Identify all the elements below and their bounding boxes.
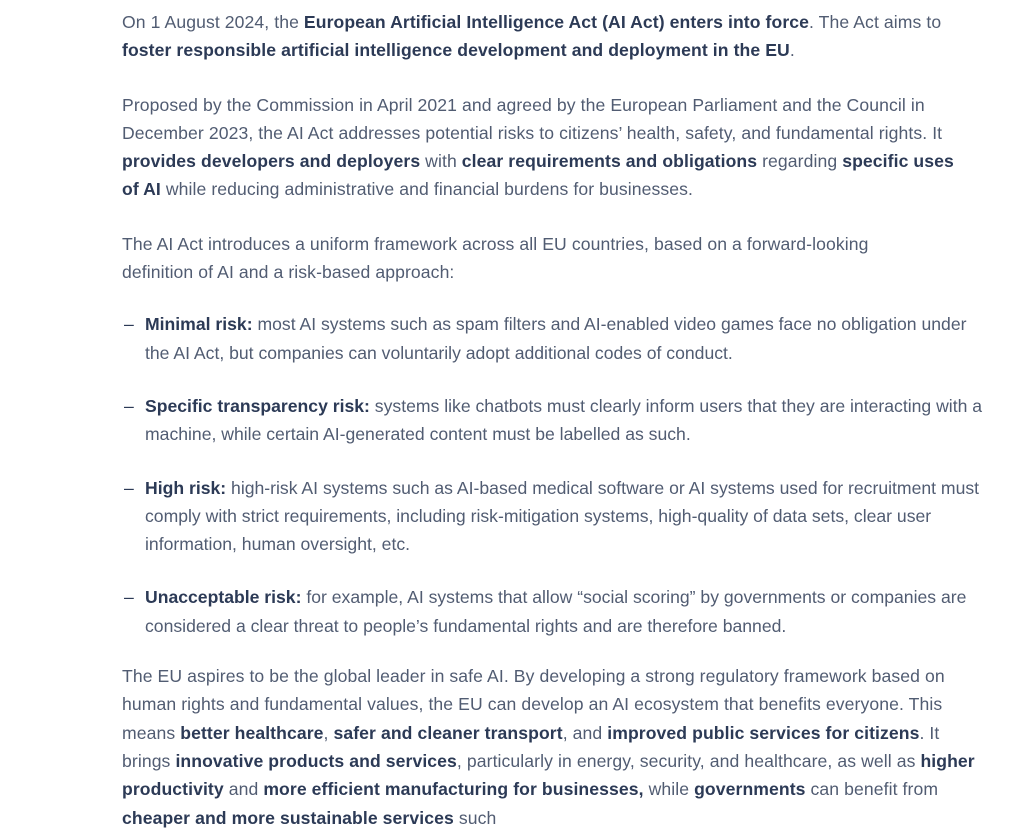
- body-text: while reducing administrative and financial burdens for businesses.: [160, 179, 694, 200]
- emphasized-text: clear requirements and obligations: [461, 151, 758, 172]
- emphasized-text: foster responsible artificial intelligence development and deployment in the EU: [122, 40, 790, 61]
- body-text: can benefit from: [805, 779, 939, 800]
- paragraph-proposed-by-commission: [122, 91, 974, 204]
- risk-description: systems like chatbots must clearly inform users that they are interacting with a machine, while certain AI-generated content must be labelled as such.: [145, 395, 983, 445]
- body-text: , and: [562, 722, 608, 743]
- body-text: ,: [323, 722, 334, 743]
- en-dash-bullet-icon: –: [124, 477, 134, 498]
- body-text: . The Act aims to: [809, 12, 942, 32]
- body-text: .: [789, 40, 795, 61]
- risk-description: most AI systems such as spam filters and AI-enabled video games face no obligation under the AI Act, but companies can voluntarily adopt additional codes of conduct.: [145, 314, 967, 363]
- emphasized-text: improved public services for citizens: [607, 722, 920, 743]
- emphasized-text: governments: [694, 779, 806, 800]
- emphasized-text: more efficient manufacturing for businesses,: [263, 779, 644, 800]
- risk-term-label: Minimal risk:: [145, 314, 253, 335]
- risk-category-list: [122, 310, 984, 640]
- risk-term-label: High risk:: [145, 477, 227, 498]
- emphasized-text: innovative products and services: [175, 750, 457, 771]
- paragraph-intro: [122, 8, 948, 65]
- emphasized-text: higher productivity: [122, 750, 975, 800]
- en-dash-bullet-icon: –: [124, 395, 134, 416]
- risk-list-item: [122, 392, 984, 449]
- risk-description: for example, AI systems that allow “social scoring” by governments or companies are considered a clear threat to people’s fundamental rights and are therefore banned.: [145, 587, 967, 636]
- risk-term-label: Specific transparency risk:: [145, 395, 370, 416]
- paragraph-closing: [122, 662, 978, 832]
- body-text: , particularly in energy, security, and healthcare, as well as: [456, 750, 921, 771]
- en-dash-bullet-icon: –: [124, 587, 134, 608]
- risk-description: high-risk AI systems such as AI-based medical software or AI systems used for recruitment must comply with strict requirements, including risk-mitigation systems, high-quality of data sets, clear user information, human oversight, etc.: [145, 477, 980, 555]
- en-dash-bullet-icon: –: [124, 314, 134, 335]
- body-text: The AI Act introduces a uniform framework across all EU countries, based on a forward-looking definition of AI and a risk-based approach:: [122, 233, 869, 283]
- emphasized-text: European Artificial Intelligence Act (AI Act) enters into force: [303, 12, 810, 32]
- risk-list-item: [122, 583, 984, 640]
- body-text: Proposed by the Commission in April 2021 and agreed by the European Parliament and the Council in December 2023, the AI Act addresses potential risks to citizens’ health, safety, and fundamental rights. It: [122, 94, 943, 143]
- body-text: such: [453, 807, 497, 828]
- emphasized-text: specific uses of AI: [122, 151, 954, 200]
- body-text: and: [223, 779, 264, 800]
- risk-list-item: [122, 474, 984, 559]
- body-text: . It brings: [122, 722, 940, 771]
- emphasized-text: better healthcare: [180, 722, 324, 743]
- risk-list-item: [122, 310, 984, 367]
- body-text: regarding: [757, 151, 843, 172]
- emphasized-text: provides developers and deployers: [122, 151, 421, 172]
- risk-term-label: Unacceptable risk:: [145, 587, 302, 608]
- emphasized-text: cheaper and more sustainable services: [122, 807, 454, 828]
- body-text: with: [420, 151, 462, 172]
- body-text: On 1 August 2024, the: [122, 12, 304, 32]
- emphasized-text: safer and cleaner transport: [333, 722, 563, 743]
- body-text: while: [643, 779, 695, 800]
- paragraph-uniform-framework: [122, 230, 942, 287]
- body-text: The EU aspires to be the global leader in safe AI. By developing a strong regulatory framework based on human rights and fundamental values, the EU can develop an AI ecosystem that benefits everyone. This means: [122, 666, 945, 743]
